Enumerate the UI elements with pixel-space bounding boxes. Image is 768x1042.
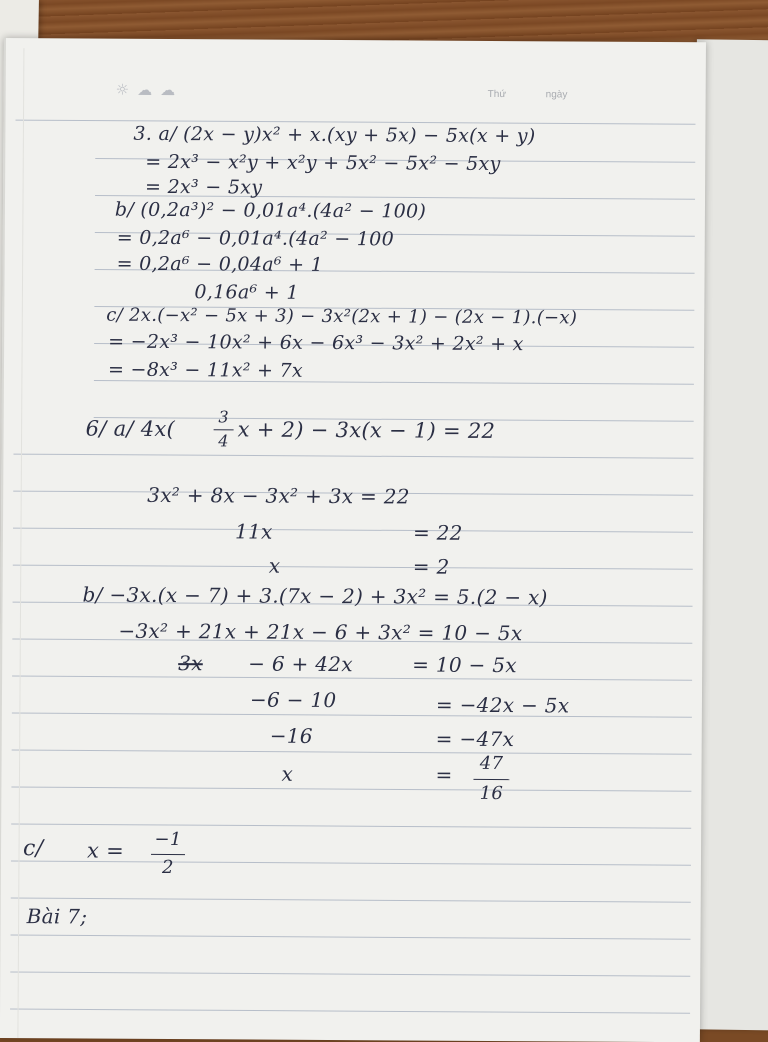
handwritten-line: = 2x³ − 5xy — [145, 175, 263, 199]
page-header — [116, 81, 636, 110]
handwritten-line: 3x² + 8x − 3x² + 3x = 22 — [147, 482, 410, 509]
handwritten-line: −3x² + 21x + 21x − 6 + 3x² = 10 − 5x — [118, 618, 523, 646]
handwritten-line: b/ −3x.(x − 7) + 3.(7x − 2) + 3x² = 5.(2 − x) — [82, 582, 548, 610]
handwritten-line: = −8x³ − 11x² + 7x — [107, 358, 304, 382]
fraction-numerator: 3 — [218, 407, 229, 427]
handwritten-line: x = — [86, 838, 125, 863]
handwritten-line: − 6 + 42x — [248, 651, 354, 677]
weekday-label: Thứ — [487, 88, 507, 101]
crossed-out-term: 3x — [178, 651, 203, 676]
fraction-bar — [214, 429, 234, 430]
handwritten-line: = 22 — [412, 520, 463, 545]
fraction-denominator: 4 — [218, 431, 229, 451]
handwritten-line: = — [435, 762, 453, 787]
handwritten-line: x — [281, 761, 294, 786]
handwritten-line: −16 — [269, 723, 313, 748]
date-label: ngày — [545, 89, 568, 101]
fraction-numerator: −1 — [154, 828, 182, 851]
handwritten-line: = −42x − 5x — [435, 692, 570, 718]
handwritten-line: c/ 2x.(−x² − 5x + 3) − 3x²(2x + 1) − (2x − 1).(−x) — [106, 304, 578, 329]
fraction-bar — [151, 854, 185, 855]
handwritten-line: = 0,2a⁶ − 0,04a⁶ + 1 — [116, 252, 324, 276]
ruled-lines — [0, 38, 706, 1042]
handwritten-line: = 2x³ − x²y + x²y + 5x² − 5x² − 5xy — [145, 150, 501, 176]
handwritten-line: = −47x — [435, 726, 515, 752]
handwritten-line: b/ (0,2a³)² − 0,01a⁴.(4a² − 100) — [114, 198, 427, 223]
handwritten-line: 3. a/ (2x − y)x² + x.(xy + 5x) − 5x(x + y) — [133, 122, 536, 148]
handwritten-line: x — [268, 553, 281, 578]
fraction-bar — [473, 779, 509, 780]
handwritten-line: = 10 − 5x — [412, 652, 518, 678]
handwritten-line: c/ — [22, 836, 44, 862]
handwritten-line: 11x — [234, 519, 273, 544]
handwritten-line: = 2 — [412, 554, 450, 579]
fraction-numerator: 47 — [479, 752, 504, 775]
cloud-icon: ☁ — [137, 80, 153, 99]
notebook-page — [0, 38, 706, 1042]
handwritten-line: x + 2) − 3x(x − 1) = 22 — [237, 417, 496, 444]
handwritten-line: = 0,2a⁶ − 0,01a⁴.(4a² − 100 — [116, 226, 395, 251]
sun-icon: ☼ — [115, 80, 130, 99]
cloud-icon: ☁ — [160, 80, 176, 100]
handwritten-line: = −2x³ − 10x² + 6x − 6x³ − 3x² + 2x² + x — [108, 330, 524, 356]
fraction-denominator: 16 — [479, 782, 504, 805]
handwritten-line: Bài 7; — [26, 904, 88, 929]
handwritten-line: −6 − 10 — [249, 687, 337, 713]
handwritten-line: 0,16a⁶ + 1 — [194, 281, 299, 304]
fraction-denominator: 2 — [161, 856, 174, 879]
handwritten-line: 6/ a/ 4x( — [85, 416, 176, 442]
weather-icons — [116, 81, 176, 99]
